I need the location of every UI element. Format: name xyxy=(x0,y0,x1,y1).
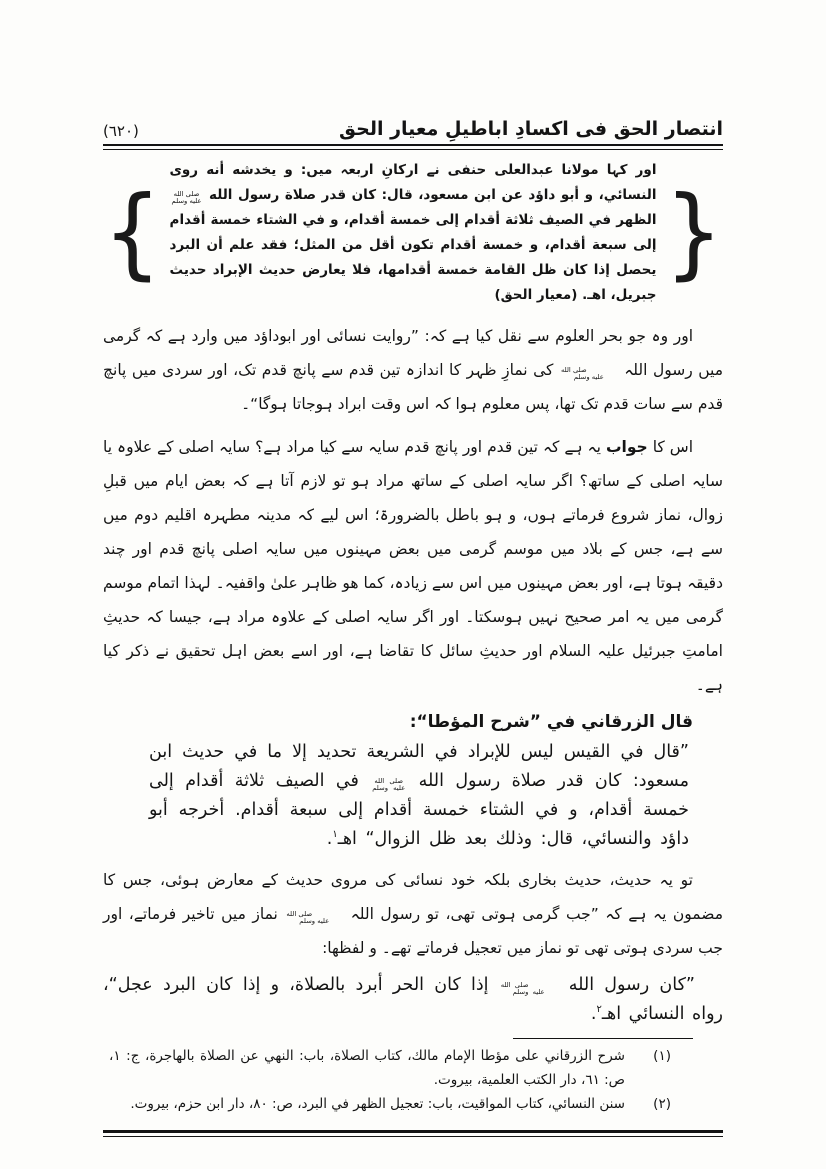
curly-brace-right-ornament: } xyxy=(664,174,723,291)
footnote-marker: (٢) xyxy=(653,1096,671,1112)
boxed-quote-attribution: (معیار الحق) xyxy=(494,287,578,303)
boxed-quote-body: اور کہا مولانا عبدالعلی حنفی نے ارکانِ اربعہ میں: و یخدشه أنه روى النسائي، و أبو داؤد عن ابن مسعود، قال: كان قدر صلاة رسول الله صلى الله عليه وسلم الظهر في الصيف ثلاثة أقدام إلى خمسة أقدام، و في الشتاء خمسة أقدام إلى سبعة أقدام، و خمسة أقدام تكون أقل من المثل؛ فقد علم أن البرد يحصل إذا كان ظل القامة خمسة أقدامها، فلا يعارض حديث الإبراد حديث جبريل، اهـ. xyxy=(169,162,657,303)
salawat-icon: صلى الله عليه وسلم xyxy=(372,776,406,792)
page-number: (٦٢٠) xyxy=(103,122,139,140)
zurqani-quote-end: . xyxy=(326,829,333,849)
footnote-ref-2: ٢ xyxy=(596,1004,602,1016)
curly-brace-left-ornament: { xyxy=(103,174,162,291)
answer-keyword: جواب xyxy=(605,438,648,456)
page-header xyxy=(103,118,723,140)
answer-body: یہ ہے کہ تین قدم اور پانچ قدم سایہ سے کیا مراد ہے؟ سایہ اصلی کے علاوہ یا سایہ اصلی کے ساتھ؟ اگر سایہ اصلی کے ساتھ مراد ہو تو لازم آتا ہے کہ بعض ایام میں قبلِ زوال، نماز شروع فرماتے ہوں، و ہو باطل بالضرورۃ؛ اس لیے کہ مدینہ مطہرہ اقلیم دوم میں سے ہے، جس کے بلاد میں موسم گرمی میں بعض مہینوں میں سایہ اصلی پانچ قدم اور چند دقیقہ ہوتا ہے، اور بعض مہینوں میں اس سے زیادہ، کما ھو ظاہر علیٰ واقفیہ۔ لہذا اتمام موسم گرمی میں یہ امر صحیح نہیں ہوسکتا۔ اور اگر سایہ اصلی کے علاوہ مراد ہے، جیسا کہ حدیثِ امامتِ جبرئیل علیہ السلام اور حدیثِ سائل کا تقاضا ہے، اور اسے بعض اہل تحقیق نے ذکر کیا ہے۔ xyxy=(103,438,723,694)
footnote-text: سنن النسائي، كتاب المواقيت، باب: تعجيل الظهر في البرد، ص: ٨٠، دار ابن حزم، بيروت. xyxy=(130,1096,625,1112)
nasai-arabic-quote xyxy=(103,971,723,1029)
boxed-quote-text xyxy=(162,156,665,310)
footnote-ref-1: ١ xyxy=(332,829,338,841)
paragraph-muarid: تو یہ حدیث، حدیث بخاری بلکہ خود نسائی کی مروی حدیث کے معارض ہوئی، جس کا مضمون یہ ہے کہ ”جب گرمی ہوتی تھی، تو رسول اللہ صلى الله عليه وسلم نماز میں تاخیر فرماتے، اور جب سردی ہوتی تھی تو نماز میں تعجیل فرماتے تھے۔ و لفظھا: xyxy=(103,871,724,957)
paragraph-answer xyxy=(103,430,723,702)
paragraph-bahr-ul-uloom-quote: اور وہ جو بحر العلوم سے نقل کیا ہے کہ: ”روایت نسائی اور ابوداؤد میں وارد ہے کہ گرمی میں رسول اللہ صلى الله عليه وسلم کی نمازِ ظہر کا اندازہ تین قدم سے پانچ قدم تک، اور سردی میں پانچ قدم سے سات قدم تک تھا، پس معلوم ہوا کہ اس وقت ابراد ہوجاتا ہوگا“۔ xyxy=(103,327,723,413)
nasai-quote-end: . xyxy=(590,1004,597,1024)
footnote-row xyxy=(103,1092,723,1116)
zurqani-intro-line: قال الزرقاني في ”شرح المؤطا“: xyxy=(409,712,693,732)
braced-quote-box xyxy=(103,156,723,310)
zurqani-quote-text: ”قال في القيس ليس للإبراد في الشريعة تحديد إلا ما في حديث ابن مسعود: كان قدر صلاة رسول الله صلى الله عليه وسلم في الصيف ثلاثة أقدام إلى خمسة أقدام، و في الشتاء خمسة أقدام إلى سبعة أقدام. أخرجه أبو داؤد والنسائي، قال: وذلك بعد ظل الزوال“ اهـ xyxy=(149,742,689,849)
nasai-quote-text: ”كان رسول الله صلى الله عليه وسلم إذا كان الحر أبرد بالصلاة، و إذا كان البرد عجل“، رواه النسائي اهـ xyxy=(103,975,723,1024)
salawat-icon: صلى الله عليه وسلم xyxy=(500,980,545,996)
footnote-text: شرح الزرقاني على مؤطا الإمام مالك، كتاب الصلاة، باب: النهي عن الصلاة بالهاجرة، ج: ١، ص: ٦١، دار الكتب العلمية، بيروت. xyxy=(109,1048,625,1088)
bottom-double-rule xyxy=(103,1130,723,1137)
answer-prefix: اس کا xyxy=(647,438,694,456)
salawat-icon: صلى الله عليه وسلم xyxy=(560,365,604,381)
footnote-row xyxy=(103,1044,723,1092)
header-double-rule xyxy=(103,144,723,150)
footnotes-section xyxy=(103,1044,723,1116)
salawat-icon: صلى الله عليه وسلم xyxy=(171,189,202,205)
footnote-marker: (١) xyxy=(653,1048,671,1064)
book-title: انتصار الحق فی اکسادِ اباطیلِ معیار الحق xyxy=(339,118,723,140)
footnote-divider-rule xyxy=(513,1038,693,1039)
salawat-icon: صلى الله عليه وسلم xyxy=(286,909,330,925)
zurqani-arabic-quote xyxy=(149,738,689,854)
